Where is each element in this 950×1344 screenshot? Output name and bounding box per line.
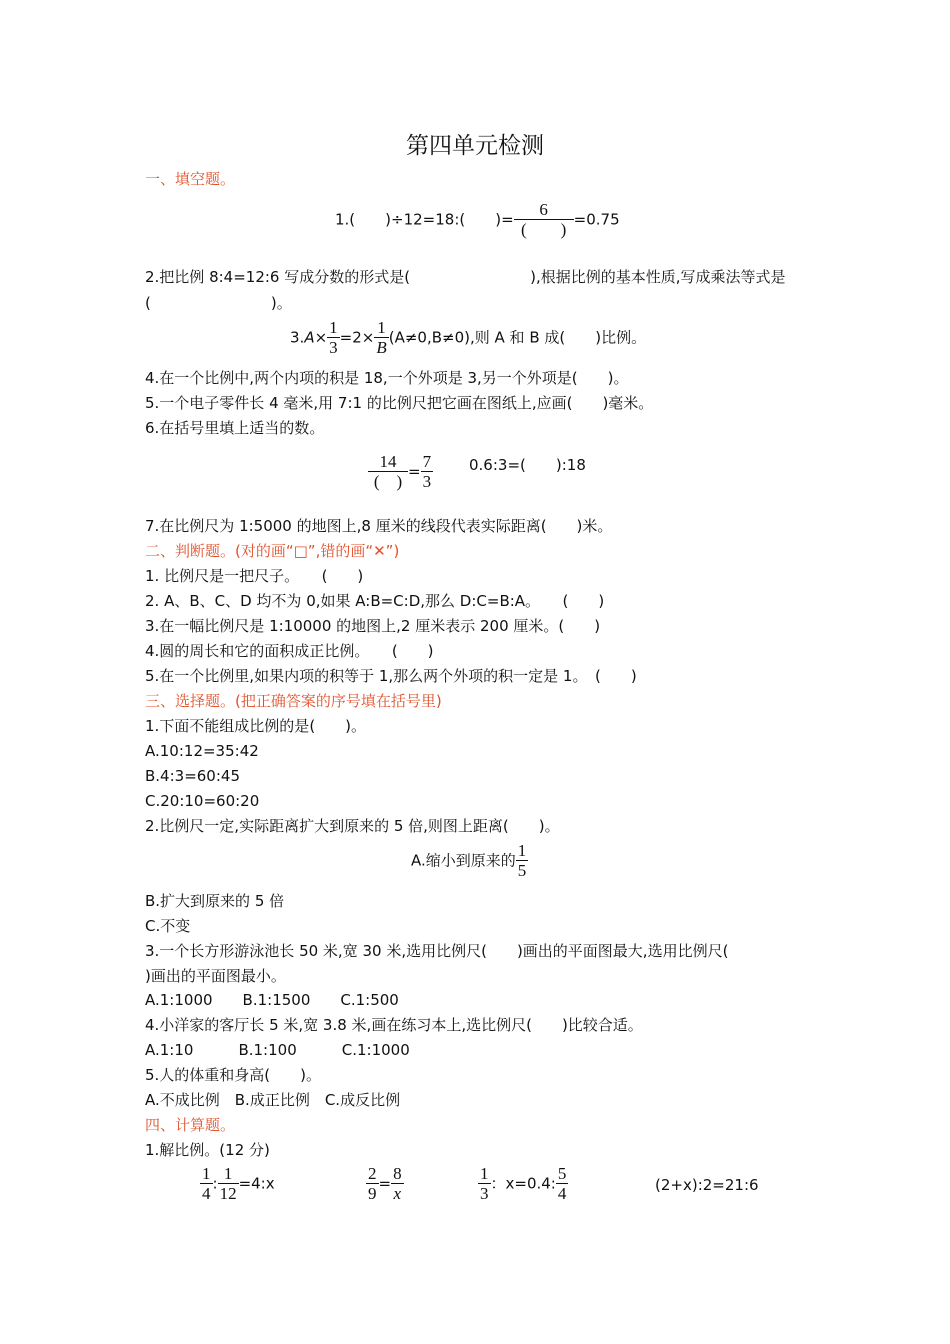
fill-q6-equals: =	[408, 462, 421, 481]
fraction-numerator: 1	[517, 841, 527, 860]
calc-eq1-fraction-1	[200, 1164, 213, 1203]
calc-eq1-colon: :	[212, 1174, 218, 1193]
choice-q3-line1: 3.一个长方形游泳池长 50 米,宽 30 米,选用比例尺( )画出的平面图最大,选用比例尺(	[145, 942, 729, 960]
calc-eq-3	[478, 1164, 568, 1203]
choice-q1-option-b: B.4:3=60:45	[145, 767, 240, 785]
fraction-numerator: 14	[368, 452, 408, 472]
fill-q3-var: A	[304, 328, 315, 347]
fraction-numerator: 6	[514, 200, 574, 220]
section-heading-fill-blank: 一、填空题。	[145, 170, 236, 188]
calc-eq2-equals: =	[378, 1174, 392, 1193]
calc-eq1-fraction-2	[218, 1164, 239, 1203]
section-heading-calc: 四、计算题。	[145, 1116, 236, 1134]
judge-q5: 5.在一个比例里,如果内项的积等于 1,那么两个外项的积一定是 1。 ( )	[145, 667, 637, 685]
fill-q6-fraction-1	[368, 452, 408, 491]
choice-q3-line2: )画出的平面图最小。	[145, 967, 286, 985]
choice-q5-options: A.不成比例 B.成正比例 C.成反比例	[145, 1091, 401, 1109]
fraction-denominator: 3	[329, 338, 338, 357]
fraction-denominator: 9	[368, 1184, 377, 1203]
section-heading-judge: 二、判断题。(对的画“□”,错的画“✕”)	[145, 542, 400, 560]
fraction-numerator: 8	[393, 1164, 402, 1183]
choice-q4-options: A.1:10 B.1:100 C.1:1000	[145, 1041, 410, 1059]
page-title: 第四单元检测	[406, 133, 544, 159]
calc-eq1-tail: =4:x	[238, 1174, 275, 1193]
fraction-numerator: 1	[374, 318, 388, 338]
judge-q4: 4.圆的周长和它的面积成正比例。 ( )	[145, 642, 434, 660]
fraction-denominator: 4	[202, 1184, 211, 1203]
fill-q3-mid: =2×	[339, 328, 375, 347]
fill-q1-fraction	[514, 200, 574, 239]
option-text: A.缩小到原来的	[411, 851, 516, 870]
fill-q3-times: ×	[314, 328, 328, 347]
fraction-numerator: 1	[202, 1164, 211, 1183]
choice-q2: 2.比例尺一定,实际距离扩大到原来的 5 倍,则图上距离( )。	[145, 817, 560, 835]
fraction-denominator: 3	[480, 1184, 489, 1203]
fraction-denominator: x	[393, 1184, 402, 1203]
fill-q1	[335, 200, 620, 239]
calc-eq-1	[200, 1164, 275, 1203]
calc-eq-4: (2+x):2=21:6	[655, 1176, 759, 1194]
calc-eq2-fraction-1	[366, 1164, 379, 1203]
calc-eq3-mid: ：x=0.4:	[490, 1174, 556, 1193]
fill-q3-number: 3.	[290, 328, 305, 347]
fill-q6-eq2: 0.6:3=( ):18	[469, 456, 586, 474]
fraction-denominator: ( )	[520, 220, 567, 239]
fill-q2-line1: 2.把比例 8:4=12:6 写成分数的形式是( ),根据比例的基本性质,写成乘法等式是	[145, 268, 786, 286]
fraction-numerator: 1	[480, 1164, 489, 1183]
fill-q2-line2: ( )。	[145, 294, 292, 312]
calc-eq2-fraction-2	[391, 1164, 404, 1203]
fill-q3-fraction-1	[327, 318, 340, 357]
choice-q1: 1.下面不能组成比例的是( )。	[145, 717, 367, 735]
section-heading-choice: 三、选择题。(把正确答案的序号填在括号里)	[145, 692, 442, 710]
choice-q1-option-a: A.10:12=35:42	[145, 742, 259, 760]
fill-q1-left: 1.( )÷12=18:( )=	[335, 210, 514, 229]
fill-q3-fraction-2	[374, 318, 388, 357]
judge-q1: 1. 比例尺是一把尺子。 ( )	[145, 567, 364, 585]
fraction-numerator: 7	[422, 452, 432, 471]
fill-q6-eq1	[368, 452, 433, 491]
judge-q3: 3.在一幅比例尺是 1:10000 的地图上,2 厘米表示 200 厘米。( )	[145, 617, 601, 635]
calc-q1: 1.解比例。(12 分)	[145, 1141, 270, 1159]
fraction-numerator: 1	[329, 318, 338, 337]
calc-eq3-fraction-1	[478, 1164, 491, 1203]
choice-q2-option-c: C.不变	[145, 917, 191, 935]
fill-q5: 5.一个电子零件长 4 毫米,用 7:1 的比例尺把它画在图纸上,应画( )毫米。	[145, 394, 654, 412]
choice-q2-option-a	[411, 841, 528, 880]
fraction-numerator: 1	[218, 1164, 239, 1184]
judge-q2: 2. A、B、C、D 均不为 0,如果 A:B=C:D,那么 D:C=B:A。 ( )	[145, 592, 605, 610]
fraction-denominator: 4	[557, 1184, 567, 1203]
fill-q1-right: =0.75	[573, 210, 620, 229]
fill-q3-tail: (A≠0,B≠0),则 A 和 B 成( )比例。	[388, 328, 647, 347]
choice-q4: 4.小洋家的客厅长 5 米,宽 3.8 米,画在练习本上,选比例尺( )比较合适。	[145, 1016, 643, 1034]
choice-q1-option-c: C.20:10=60:20	[145, 792, 260, 810]
fraction-denominator: 3	[422, 472, 432, 491]
fill-q6: 6.在括号里填上适当的数。	[145, 419, 325, 437]
fill-q4: 4.在一个比例中,两个内项的积是 18,一个外项是 3,另一个外项是( )。	[145, 369, 629, 387]
fill-q7: 7.在比例尺为 1:5000 的地图上,8 厘米的线段代表实际距离( )米。	[145, 517, 613, 535]
fraction-denominator: ( )	[373, 472, 403, 491]
fill-q6-fraction-2	[421, 452, 434, 491]
choice-q5: 5.人的体重和身高( )。	[145, 1066, 322, 1084]
choice-q2-fraction	[516, 841, 529, 880]
fraction-numerator: 2	[368, 1164, 377, 1183]
fraction-denominator: 5	[517, 861, 527, 880]
choice-q3-options: A.1:1000 B.1:1500 C.1:500	[145, 991, 399, 1009]
fraction-denominator: 12	[219, 1184, 237, 1203]
fill-q3	[290, 318, 646, 357]
fraction-numerator: 5	[557, 1164, 567, 1183]
calc-eq-2	[366, 1164, 404, 1203]
calc-eq3-fraction-2	[556, 1164, 569, 1203]
choice-q2-option-b: B.扩大到原来的 5 倍	[145, 892, 285, 910]
fraction-denominator: B	[376, 338, 387, 357]
